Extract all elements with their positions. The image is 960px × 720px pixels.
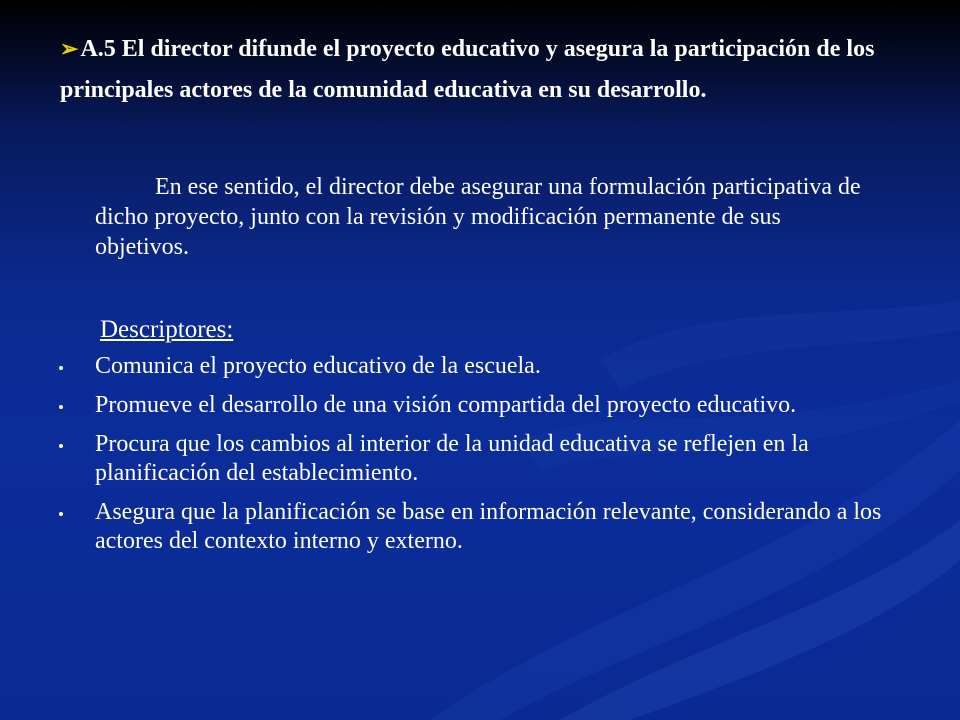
slide-title-text: A.5 El director difunde el proyecto educativo y asegura la participación de los principales actores de la comunidad educativa en su desarrollo.: [60, 36, 875, 103]
list-item: [55, 391, 885, 420]
list-item: [55, 498, 885, 556]
list-item: [55, 430, 885, 488]
list-item-text: Promueve el desarrollo de una visión compartida del proyecto educativo.: [95, 392, 797, 418]
list-item-text: Procura que los cambios al interior de la unidad educativa se reflejen en la planificación del establecimiento.: [95, 431, 809, 486]
bullet-dot-icon: [59, 444, 63, 448]
list-item-text: Comunica el proyecto educativo de la escuela.: [95, 353, 541, 379]
list-item-text: Asegura que la planificación se base en información relevante, considerando a los actores del contexto interno y externo.: [95, 499, 882, 554]
bullet-dot-icon: [59, 366, 63, 370]
intro-paragraph: [95, 172, 875, 262]
arrow-bullet-icon: ➢: [60, 36, 79, 61]
slide-title: [60, 28, 920, 111]
bullet-dot-icon: [59, 405, 63, 409]
intro-text: En ese sentido, el director debe asegurar una formulación participativa de dicho proyecto, junto con la revisión y modificación permanente de sus objetivos.: [95, 174, 861, 260]
descriptors-heading: Descriptores:: [100, 316, 234, 343]
bullet-dot-icon: [59, 512, 63, 516]
descriptors-list: [55, 352, 885, 566]
list-item: [55, 352, 885, 381]
